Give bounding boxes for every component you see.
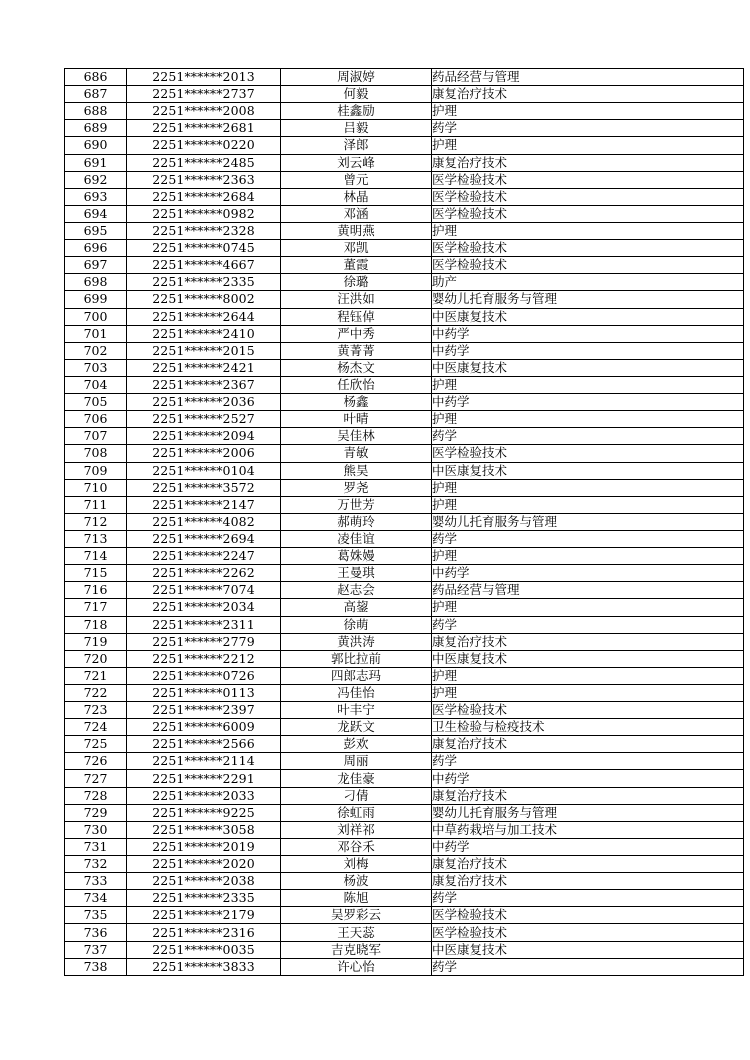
- row-number-cell: 717: [65, 599, 127, 616]
- table-row: [65, 821, 744, 838]
- row-number-cell: 729: [65, 804, 127, 821]
- table-row: [65, 890, 744, 907]
- major-cell: 护理: [432, 684, 744, 701]
- major-cell: 中医康复技术: [432, 650, 744, 667]
- row-number-cell: 688: [65, 103, 127, 120]
- student-id-cell: 2251******2694: [127, 530, 281, 547]
- row-number-cell: 702: [65, 342, 127, 359]
- row-number-cell: 721: [65, 667, 127, 684]
- student-name-cell: 罗尧: [281, 479, 432, 496]
- table-row: [65, 479, 744, 496]
- table-row: [65, 137, 744, 154]
- major-cell: 护理: [432, 137, 744, 154]
- major-cell: 中草药栽培与加工技术: [432, 821, 744, 838]
- major-cell: 护理: [432, 479, 744, 496]
- table-row: [65, 291, 744, 308]
- major-cell: 中医康复技术: [432, 941, 744, 958]
- table-row: [65, 599, 744, 616]
- table-row: [65, 924, 744, 941]
- major-cell: 中药学: [432, 342, 744, 359]
- student-name-cell: 龙跃文: [281, 719, 432, 736]
- student-id-cell: 2251******3058: [127, 821, 281, 838]
- row-number-cell: 730: [65, 821, 127, 838]
- student-id-cell: 2251******2566: [127, 736, 281, 753]
- major-cell: 护理: [432, 222, 744, 239]
- table-row: [65, 462, 744, 479]
- table-row: [65, 548, 744, 565]
- row-number-cell: 714: [65, 548, 127, 565]
- student-name-cell: 徐萌: [281, 616, 432, 633]
- row-number-cell: 735: [65, 907, 127, 924]
- student-id-cell: 2251******2015: [127, 342, 281, 359]
- student-name-cell: 黄洪涛: [281, 633, 432, 650]
- table-row: [65, 907, 744, 924]
- row-number-cell: 728: [65, 787, 127, 804]
- student-name-cell: 杨鑫: [281, 394, 432, 411]
- student-name-cell: 熊昊: [281, 462, 432, 479]
- table-row: [65, 496, 744, 513]
- student-name-cell: 周丽: [281, 753, 432, 770]
- student-name-cell: 程钰倬: [281, 308, 432, 325]
- student-id-cell: 2251******9225: [127, 804, 281, 821]
- student-id-cell: 2251******2335: [127, 890, 281, 907]
- major-cell: 医学检验技术: [432, 907, 744, 924]
- major-cell: 助产: [432, 274, 744, 291]
- student-id-cell: 2251******0035: [127, 941, 281, 958]
- major-cell: 护理: [432, 103, 744, 120]
- student-id-cell: 2251******2421: [127, 359, 281, 376]
- student-name-cell: 叶丰宁: [281, 702, 432, 719]
- row-number-cell: 720: [65, 650, 127, 667]
- student-name-cell: 凌佳谊: [281, 530, 432, 547]
- student-name-cell: 叶晴: [281, 411, 432, 428]
- major-cell: 婴幼儿托育服务与管理: [432, 804, 744, 821]
- row-number-cell: 724: [65, 719, 127, 736]
- row-number-cell: 715: [65, 565, 127, 582]
- student-name-cell: 青敏: [281, 445, 432, 462]
- table-row: [65, 838, 744, 855]
- student-id-cell: 2251******2527: [127, 411, 281, 428]
- table-row: [65, 530, 744, 547]
- major-cell: 医学检验技术: [432, 171, 744, 188]
- table-row: [65, 770, 744, 787]
- major-cell: 卫生检验与检疫技术: [432, 719, 744, 736]
- major-cell: 护理: [432, 376, 744, 393]
- table-row: [65, 719, 744, 736]
- student-id-cell: 2251******0104: [127, 462, 281, 479]
- table-row: [65, 753, 744, 770]
- major-cell: 医学检验技术: [432, 445, 744, 462]
- student-id-cell: 2251******2008: [127, 103, 281, 120]
- student-name-cell: 何毅: [281, 86, 432, 103]
- student-name-cell: 郭比拉前: [281, 650, 432, 667]
- major-cell: 护理: [432, 599, 744, 616]
- student-name-cell: 徐虹雨: [281, 804, 432, 821]
- row-number-cell: 716: [65, 582, 127, 599]
- student-name-cell: 邓凯: [281, 240, 432, 257]
- row-number-cell: 705: [65, 394, 127, 411]
- major-cell: 中医康复技术: [432, 359, 744, 376]
- table-row: [65, 411, 744, 428]
- row-number-cell: 723: [65, 702, 127, 719]
- major-cell: 婴幼儿托育服务与管理: [432, 513, 744, 530]
- row-number-cell: 695: [65, 222, 127, 239]
- student-id-cell: 2251******2681: [127, 120, 281, 137]
- student-id-cell: 2251******8002: [127, 291, 281, 308]
- student-name-cell: 王曼琪: [281, 565, 432, 582]
- table-row: [65, 171, 744, 188]
- student-name-cell: 曾元: [281, 171, 432, 188]
- student-name-cell: 徐璐: [281, 274, 432, 291]
- major-cell: 药品经营与管理: [432, 69, 744, 86]
- table-row: [65, 873, 744, 890]
- student-name-cell: 葛姝嫚: [281, 548, 432, 565]
- major-cell: 药学: [432, 428, 744, 445]
- major-cell: 中药学: [432, 770, 744, 787]
- roster-body: [65, 69, 744, 976]
- row-number-cell: 737: [65, 941, 127, 958]
- student-id-cell: 2251******2397: [127, 702, 281, 719]
- student-name-cell: 郝萌玲: [281, 513, 432, 530]
- table-row: [65, 188, 744, 205]
- student-id-cell: 2251******4082: [127, 513, 281, 530]
- student-id-cell: 2251******2013: [127, 69, 281, 86]
- table-row: [65, 941, 744, 958]
- table-row: [65, 445, 744, 462]
- major-cell: 护理: [432, 411, 744, 428]
- row-number-cell: 707: [65, 428, 127, 445]
- student-id-cell: 2251******2094: [127, 428, 281, 445]
- major-cell: 医学检验技术: [432, 257, 744, 274]
- table-row: [65, 222, 744, 239]
- table-row: [65, 616, 744, 633]
- table-row: [65, 120, 744, 137]
- table-row: [65, 274, 744, 291]
- major-cell: 康复治疗技术: [432, 86, 744, 103]
- student-id-cell: 2251******2006: [127, 445, 281, 462]
- student-id-cell: 2251******0220: [127, 137, 281, 154]
- table-row: [65, 205, 744, 222]
- row-number-cell: 718: [65, 616, 127, 633]
- major-cell: 护理: [432, 496, 744, 513]
- student-id-cell: 2251******0745: [127, 240, 281, 257]
- student-name-cell: 董霞: [281, 257, 432, 274]
- student-id-cell: 2251******2410: [127, 325, 281, 342]
- row-number-cell: 738: [65, 958, 127, 975]
- student-id-cell: 2251******0726: [127, 667, 281, 684]
- table-row: [65, 958, 744, 975]
- major-cell: 医学检验技术: [432, 205, 744, 222]
- major-cell: 医学检验技术: [432, 702, 744, 719]
- major-cell: 医学检验技术: [432, 240, 744, 257]
- student-name-cell: 桂鑫励: [281, 103, 432, 120]
- major-cell: 药学: [432, 530, 744, 547]
- student-id-cell: 2251******2335: [127, 274, 281, 291]
- student-id-cell: 2251******2114: [127, 753, 281, 770]
- student-name-cell: 冯佳怡: [281, 684, 432, 701]
- student-id-cell: 2251******2291: [127, 770, 281, 787]
- major-cell: 中药学: [432, 394, 744, 411]
- row-number-cell: 694: [65, 205, 127, 222]
- student-id-cell: 2251******2328: [127, 222, 281, 239]
- student-id-cell: 2251******2779: [127, 633, 281, 650]
- student-id-cell: 2251******2147: [127, 496, 281, 513]
- student-id-cell: 2251******2247: [127, 548, 281, 565]
- table-row: [65, 154, 744, 171]
- table-row: [65, 86, 744, 103]
- table-row: [65, 257, 744, 274]
- row-number-cell: 687: [65, 86, 127, 103]
- student-name-cell: 泽郎: [281, 137, 432, 154]
- major-cell: 康复治疗技术: [432, 736, 744, 753]
- student-name-cell: 高鋆: [281, 599, 432, 616]
- major-cell: 药品经营与管理: [432, 582, 744, 599]
- row-number-cell: 727: [65, 770, 127, 787]
- major-cell: 中药学: [432, 838, 744, 855]
- row-number-cell: 697: [65, 257, 127, 274]
- student-id-cell: 2251******2212: [127, 650, 281, 667]
- major-cell: 中医康复技术: [432, 462, 744, 479]
- row-number-cell: 692: [65, 171, 127, 188]
- row-number-cell: 686: [65, 69, 127, 86]
- student-name-cell: 王天蕊: [281, 924, 432, 941]
- row-number-cell: 693: [65, 188, 127, 205]
- row-number-cell: 725: [65, 736, 127, 753]
- row-number-cell: 700: [65, 308, 127, 325]
- major-cell: 药学: [432, 890, 744, 907]
- student-id-cell: 2251******2038: [127, 873, 281, 890]
- student-name-cell: 四郎志玛: [281, 667, 432, 684]
- student-id-cell: 2251******2179: [127, 907, 281, 924]
- row-number-cell: 731: [65, 838, 127, 855]
- table-row: [65, 650, 744, 667]
- student-id-cell: 2251******2034: [127, 599, 281, 616]
- student-name-cell: 赵志会: [281, 582, 432, 599]
- student-id-cell: 2251******2262: [127, 565, 281, 582]
- student-name-cell: 杨波: [281, 873, 432, 890]
- major-cell: 药学: [432, 120, 744, 137]
- table-row: [65, 342, 744, 359]
- major-cell: 康复治疗技术: [432, 856, 744, 873]
- table-row: [65, 308, 744, 325]
- student-id-cell: 2251******2367: [127, 376, 281, 393]
- table-row: [65, 736, 744, 753]
- student-id-cell: 2251******2485: [127, 154, 281, 171]
- table-row: [65, 787, 744, 804]
- student-name-cell: 林晶: [281, 188, 432, 205]
- row-number-cell: 710: [65, 479, 127, 496]
- student-name-cell: 吴佳林: [281, 428, 432, 445]
- student-name-cell: 吕毅: [281, 120, 432, 137]
- table-row: [65, 633, 744, 650]
- table-row: [65, 582, 744, 599]
- major-cell: 医学检验技术: [432, 924, 744, 941]
- student-name-cell: 龙佳豪: [281, 770, 432, 787]
- major-cell: 康复治疗技术: [432, 873, 744, 890]
- table-row: [65, 684, 744, 701]
- row-number-cell: 734: [65, 890, 127, 907]
- table-row: [65, 240, 744, 257]
- row-number-cell: 701: [65, 325, 127, 342]
- row-number-cell: 722: [65, 684, 127, 701]
- student-id-cell: 2251******2020: [127, 856, 281, 873]
- row-number-cell: 733: [65, 873, 127, 890]
- table-row: [65, 359, 744, 376]
- table-row: [65, 394, 744, 411]
- row-number-cell: 708: [65, 445, 127, 462]
- student-name-cell: 黄明燕: [281, 222, 432, 239]
- student-id-cell: 2251******2036: [127, 394, 281, 411]
- student-id-cell: 2251******3572: [127, 479, 281, 496]
- table-row: [65, 804, 744, 821]
- table-row: [65, 667, 744, 684]
- row-number-cell: 698: [65, 274, 127, 291]
- student-name-cell: 刘祥祁: [281, 821, 432, 838]
- major-cell: 护理: [432, 548, 744, 565]
- row-number-cell: 706: [65, 411, 127, 428]
- major-cell: 医学检验技术: [432, 188, 744, 205]
- major-cell: 康复治疗技术: [432, 154, 744, 171]
- row-number-cell: 709: [65, 462, 127, 479]
- row-number-cell: 711: [65, 496, 127, 513]
- student-name-cell: 邓谷禾: [281, 838, 432, 855]
- major-cell: 康复治疗技术: [432, 633, 744, 650]
- table-row: [65, 565, 744, 582]
- row-number-cell: 696: [65, 240, 127, 257]
- student-name-cell: 周淑婷: [281, 69, 432, 86]
- student-id-cell: 2251******4667: [127, 257, 281, 274]
- student-id-cell: 2251******7074: [127, 582, 281, 599]
- row-number-cell: 691: [65, 154, 127, 171]
- student-name-cell: 黄菁菁: [281, 342, 432, 359]
- student-name-cell: 汪洪如: [281, 291, 432, 308]
- row-number-cell: 704: [65, 376, 127, 393]
- student-id-cell: 2251******3833: [127, 958, 281, 975]
- student-id-cell: 2251******2033: [127, 787, 281, 804]
- row-number-cell: 690: [65, 137, 127, 154]
- student-name-cell: 刘云峰: [281, 154, 432, 171]
- roster-table: [64, 68, 744, 976]
- student-name-cell: 许心怡: [281, 958, 432, 975]
- table-row: [65, 376, 744, 393]
- student-id-cell: 2251******2316: [127, 924, 281, 941]
- student-name-cell: 邓涵: [281, 205, 432, 222]
- row-number-cell: 732: [65, 856, 127, 873]
- row-number-cell: 712: [65, 513, 127, 530]
- table-row: [65, 513, 744, 530]
- row-number-cell: 719: [65, 633, 127, 650]
- student-id-cell: 2251******0113: [127, 684, 281, 701]
- student-name-cell: 吴罗彩云: [281, 907, 432, 924]
- major-cell: 婴幼儿托育服务与管理: [432, 291, 744, 308]
- major-cell: 护理: [432, 667, 744, 684]
- major-cell: 药学: [432, 958, 744, 975]
- table-row: [65, 428, 744, 445]
- student-id-cell: 2251******2644: [127, 308, 281, 325]
- major-cell: 中药学: [432, 325, 744, 342]
- student-name-cell: 刘梅: [281, 856, 432, 873]
- student-name-cell: 严中秀: [281, 325, 432, 342]
- student-id-cell: 2251******2311: [127, 616, 281, 633]
- row-number-cell: 703: [65, 359, 127, 376]
- table-row: [65, 69, 744, 86]
- student-id-cell: 2251******2684: [127, 188, 281, 205]
- student-id-cell: 2251******2019: [127, 838, 281, 855]
- major-cell: 中医康复技术: [432, 308, 744, 325]
- row-number-cell: 689: [65, 120, 127, 137]
- student-name-cell: 任欣怡: [281, 376, 432, 393]
- student-id-cell: 2251******6009: [127, 719, 281, 736]
- row-number-cell: 726: [65, 753, 127, 770]
- row-number-cell: 699: [65, 291, 127, 308]
- major-cell: 康复治疗技术: [432, 787, 744, 804]
- major-cell: 药学: [432, 616, 744, 633]
- student-id-cell: 2251******2363: [127, 171, 281, 188]
- student-name-cell: 刁倩: [281, 787, 432, 804]
- student-name-cell: 万世芳: [281, 496, 432, 513]
- student-id-cell: 2251******0982: [127, 205, 281, 222]
- student-name-cell: 吉克晓军: [281, 941, 432, 958]
- major-cell: 药学: [432, 753, 744, 770]
- table-row: [65, 325, 744, 342]
- table-row: [65, 856, 744, 873]
- student-name-cell: 杨杰文: [281, 359, 432, 376]
- table-row: [65, 702, 744, 719]
- table-row: [65, 103, 744, 120]
- student-id-cell: 2251******2737: [127, 86, 281, 103]
- student-name-cell: 彭欢: [281, 736, 432, 753]
- row-number-cell: 713: [65, 530, 127, 547]
- major-cell: 中药学: [432, 565, 744, 582]
- student-name-cell: 陈旭: [281, 890, 432, 907]
- row-number-cell: 736: [65, 924, 127, 941]
